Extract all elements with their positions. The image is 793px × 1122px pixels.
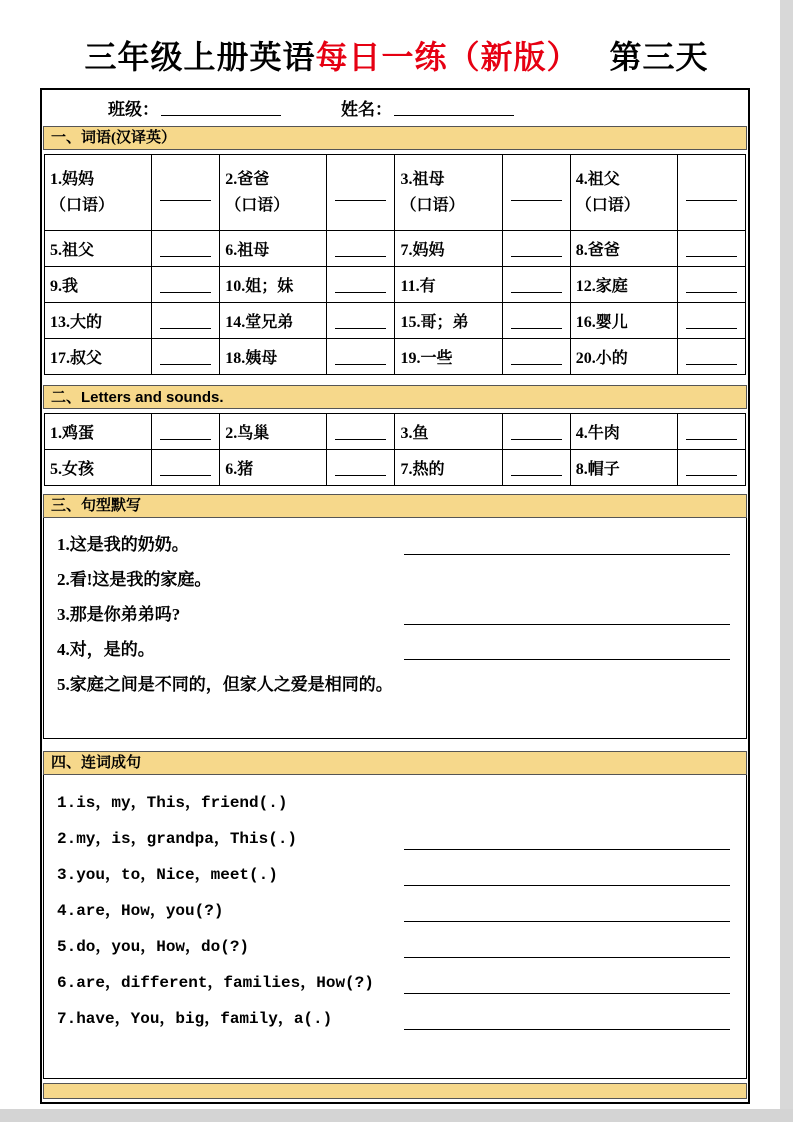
blank-line [160,349,211,365]
scramble-item [44,893,746,929]
blank-line [511,241,562,257]
answer-blank [677,339,745,375]
table-row [45,339,746,375]
blank-line [686,313,737,329]
scramble-text: 4.are，How，you(?) [57,902,224,920]
blank-line [335,277,386,293]
blank-line [686,424,737,440]
word-cell: 11.有 [395,267,502,303]
table-row [45,267,746,303]
scramble-text: 1.is，my，This，friend(.) [57,794,288,812]
answer-line [404,554,730,555]
blank-line [511,313,562,329]
scramble-text: 7.have，You，big，family，a(.) [57,1010,333,1028]
class-blank-line [161,98,281,116]
word-cell: 8.帽子 [570,450,677,486]
blank-line [160,460,211,476]
title-part1: 三年级上册英语 [84,39,316,75]
scan-edge-right [780,0,793,1122]
blank-line [686,185,737,201]
word-cell: 6.猪 [220,450,327,486]
word-cell: 16.婴儿 [570,303,677,339]
answer-blank [327,303,395,339]
word-cell: 2.鸟巢 [220,414,327,450]
word-order-box [43,775,747,1079]
answer-blank [502,414,570,450]
answer-blank [677,303,745,339]
answer-blank [677,155,745,231]
table-row [45,450,746,486]
word-cell: 4.牛肉 [570,414,677,450]
scramble-text: 2.my，is，grandpa，This(.) [57,830,298,848]
page-title [0,36,793,78]
scramble-item [44,929,746,965]
blank-line [686,277,737,293]
section1-heading: 一、词语(汉译英） [43,126,747,150]
blank-line [335,313,386,329]
answer-blank [502,303,570,339]
word-cell: 10.姐；妹 [220,267,327,303]
word-cell: 5.女孩 [45,450,152,486]
blank-line [511,460,562,476]
scramble-item [44,785,746,821]
sentence-text: 1.这是我的奶奶。 [57,535,189,554]
answer-blank [327,231,395,267]
blank-line [686,460,737,476]
answer-blank [152,414,220,450]
scramble-text: 5.do，you，How，do(?) [57,938,250,956]
answer-blank [502,231,570,267]
answer-line [404,921,730,922]
blank-line [335,241,386,257]
word-cell: 18.姨母 [220,339,327,375]
word-cell: 6.祖母 [220,231,327,267]
answer-blank [502,450,570,486]
word-cell: 14.堂兄弟 [220,303,327,339]
scramble-item [44,1001,746,1037]
answer-line [404,1029,730,1030]
letters-sounds-table [44,413,746,486]
blank-line [335,185,386,201]
word-cell: 5.祖父 [45,231,152,267]
answer-line [404,957,730,958]
answer-line [404,659,730,660]
answer-blank [677,450,745,486]
answer-blank [327,155,395,231]
class-name-row [42,90,748,124]
bottom-section-bar [43,1083,747,1099]
answer-blank [152,267,220,303]
scramble-item [44,965,746,1001]
answer-blank [327,339,395,375]
blank-line [160,277,211,293]
scramble-item [44,857,746,893]
table-row [45,303,746,339]
worksheet-frame [40,88,750,1104]
scramble-text: 6.are，different，families，How(?) [57,974,374,992]
sentence-item [44,667,746,702]
answer-blank [502,267,570,303]
answer-blank [677,231,745,267]
blank-line [686,349,737,365]
blank-line [335,424,386,440]
blank-line [160,313,211,329]
table-row [45,231,746,267]
answer-blank [327,450,395,486]
blank-line [335,349,386,365]
blank-line [511,277,562,293]
blank-line [511,424,562,440]
answer-blank [502,339,570,375]
section2-heading: 二、Letters and sounds. [43,385,747,409]
sentence-text: 2.看!这是我的家庭。 [57,570,212,589]
scan-edge-bottom [0,1109,793,1122]
word-cell: 19.一些 [395,339,502,375]
answer-blank [677,267,745,303]
word-cell: 3.祖母 （口语） [395,155,502,231]
blank-line [335,460,386,476]
word-cell: 2.爸爸 （口语） [220,155,327,231]
word-cell: 1.妈妈 （口语） [45,155,152,231]
answer-blank [152,231,220,267]
answer-blank [677,414,745,450]
scramble-item [44,821,746,857]
answer-blank [327,267,395,303]
answer-blank [502,155,570,231]
answer-blank [152,155,220,231]
name-blank-line [394,98,514,116]
word-cell: 15.哥；弟 [395,303,502,339]
blank-line [686,241,737,257]
answer-blank [152,450,220,486]
blank-line [511,349,562,365]
blank-line [160,424,211,440]
sentence-text: 5.家庭之间是不同的，但家人之爱是相同的。 [57,675,393,694]
word-cell: 12.家庭 [570,267,677,303]
word-cell: 9.我 [45,267,152,303]
sentence-item [44,632,746,667]
table-row [45,155,746,231]
table-row [45,414,746,450]
sentence-text: 4.对，是的。 [57,640,155,659]
sentence-item [44,527,746,562]
blank-line [511,185,562,201]
sentence-dictation-box [43,518,747,739]
class-label: 班级： [108,99,159,119]
sentence-item [44,562,746,597]
word-cell: 17.叔父 [45,339,152,375]
answer-line [404,993,730,994]
section4-heading: 四、连词成句 [43,751,747,775]
blank-line [160,185,211,201]
vocab-table [44,154,746,375]
word-cell: 7.妈妈 [395,231,502,267]
word-cell: 3.鱼 [395,414,502,450]
word-cell: 4.祖父 （口语） [570,155,677,231]
scramble-text: 3.you，to，Nice，meet(.) [57,866,278,884]
word-cell: 13.大的 [45,303,152,339]
section3-heading: 三、句型默写 [43,494,747,518]
word-cell: 20.小的 [570,339,677,375]
name-label: 姓名： [341,99,392,119]
sentence-text: 3.那是你弟弟吗? [57,605,181,624]
answer-blank [327,414,395,450]
answer-blank [152,339,220,375]
answer-line [404,885,730,886]
blank-line [160,241,211,257]
word-cell: 1.鸡蛋 [45,414,152,450]
answer-blank [152,303,220,339]
answer-line [404,624,730,625]
sentence-item [44,597,746,632]
answer-line [404,849,730,850]
word-cell: 7.热的 [395,450,502,486]
word-cell: 8.爸爸 [570,231,677,267]
title-part2: 第三天 [609,39,709,75]
title-highlight: 每日一练（新版） [315,39,580,75]
